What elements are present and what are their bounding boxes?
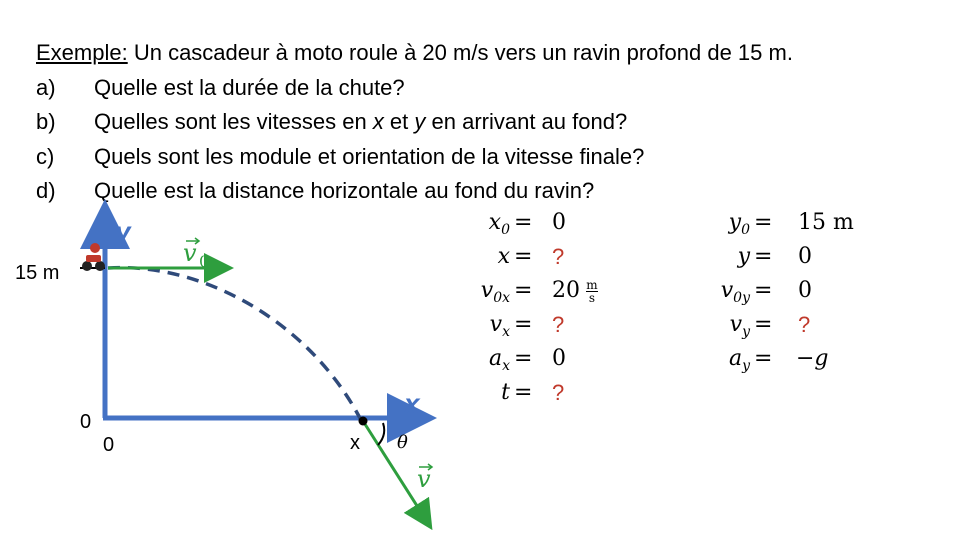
equals-sign: =	[514, 278, 533, 303]
question-text-part: et	[383, 109, 415, 134]
question-text: Quels sont les module et orientation de la vitesse finale?	[94, 143, 645, 169]
equation-row	[710, 210, 870, 244]
equation-row	[710, 346, 870, 380]
equation-unknown: ?	[552, 244, 565, 269]
equation-row	[710, 312, 870, 346]
v0-label	[183, 238, 209, 271]
problem-text: Un cascadeur à moto roule à 20 m/s vers un ravin profond de 15 m.	[127, 40, 793, 65]
equals-sign: =	[754, 244, 773, 269]
equals-sign: =	[754, 346, 773, 371]
equals-sign: =	[754, 210, 773, 235]
equation-value: 0	[552, 210, 566, 235]
equation-row	[470, 278, 630, 312]
question-text-part: en arrivant au fond?	[425, 109, 628, 134]
equation-variable: $a_y$	[728, 346, 750, 374]
origin-x-label: 0	[103, 434, 115, 456]
equation-variable: $v_x$	[489, 312, 510, 340]
equals-sign: =	[514, 380, 533, 405]
v0-label-letter: v	[183, 239, 197, 267]
x-axis-label: x	[404, 388, 420, 419]
equation-variable: $v_{0x}$	[480, 278, 510, 306]
y-axis-label: y	[115, 216, 131, 247]
landing-x-label: x	[350, 432, 360, 454]
equation-variable: $v_{0y}$	[720, 278, 750, 306]
example-label: Exemple:	[36, 40, 128, 65]
equation-value: 0	[798, 278, 812, 303]
equals-sign: =	[754, 312, 773, 337]
v-final-label	[417, 464, 432, 493]
equation-row	[470, 210, 630, 244]
question-letter: d)	[36, 178, 56, 203]
equation-row	[710, 278, 870, 312]
question-letter: b)	[36, 109, 56, 134]
equation-value: −g	[796, 346, 829, 371]
equation-unknown: ?	[552, 312, 565, 337]
question-text: Quelle est la distance horizontale au fond du ravin?	[94, 178, 595, 203]
equation-row	[470, 312, 630, 346]
equals-sign: =	[514, 312, 533, 337]
equation-value: 15 m	[798, 210, 854, 235]
equation-variable: x	[497, 244, 510, 269]
equation-variable: $y_0$	[728, 210, 750, 238]
angle-label: θ	[397, 432, 408, 453]
unit-fraction: $\frac{m}{s}$	[586, 277, 598, 305]
equation-row	[470, 244, 630, 278]
trajectory-path	[108, 268, 362, 422]
equation-variable: y	[737, 244, 750, 269]
equation-variable: $a_x$	[488, 346, 510, 374]
question-text: Quelle est la durée de la chute?	[94, 74, 405, 100]
equation-unknown: ?	[552, 380, 565, 405]
equation-value: 20 $\frac{m}{s}$	[552, 277, 598, 305]
question-letter: c)	[36, 143, 55, 169]
equation-value: 0	[552, 346, 566, 371]
equation-variable: t	[501, 380, 510, 405]
equals-sign: =	[514, 346, 533, 371]
v-final-label-letter: v	[417, 465, 431, 493]
equation-variable: $v_y$	[729, 312, 750, 340]
equation-row	[470, 380, 630, 414]
landing-point	[359, 417, 368, 426]
equation-variable: $x_0$	[488, 210, 510, 238]
question-letter: a)	[36, 74, 56, 100]
equation-row	[470, 346, 630, 380]
question-var-y: y	[414, 109, 426, 134]
motorcycle-rider-icon	[82, 243, 105, 271]
height-label: 15 m	[15, 262, 60, 284]
equals-sign: =	[514, 210, 533, 235]
origin-y-label: 0	[80, 411, 92, 433]
equation-value: 0	[798, 244, 812, 269]
equals-sign: =	[754, 278, 773, 303]
equation-row	[710, 244, 870, 278]
question-var-x: x	[372, 109, 384, 134]
angle-arc	[378, 423, 384, 445]
equation-unknown: ?	[798, 312, 811, 337]
equals-sign: =	[514, 244, 533, 269]
v0-label-subscript: 0	[199, 252, 210, 271]
question-text-part: Quelles sont les vitesses en	[94, 109, 373, 134]
